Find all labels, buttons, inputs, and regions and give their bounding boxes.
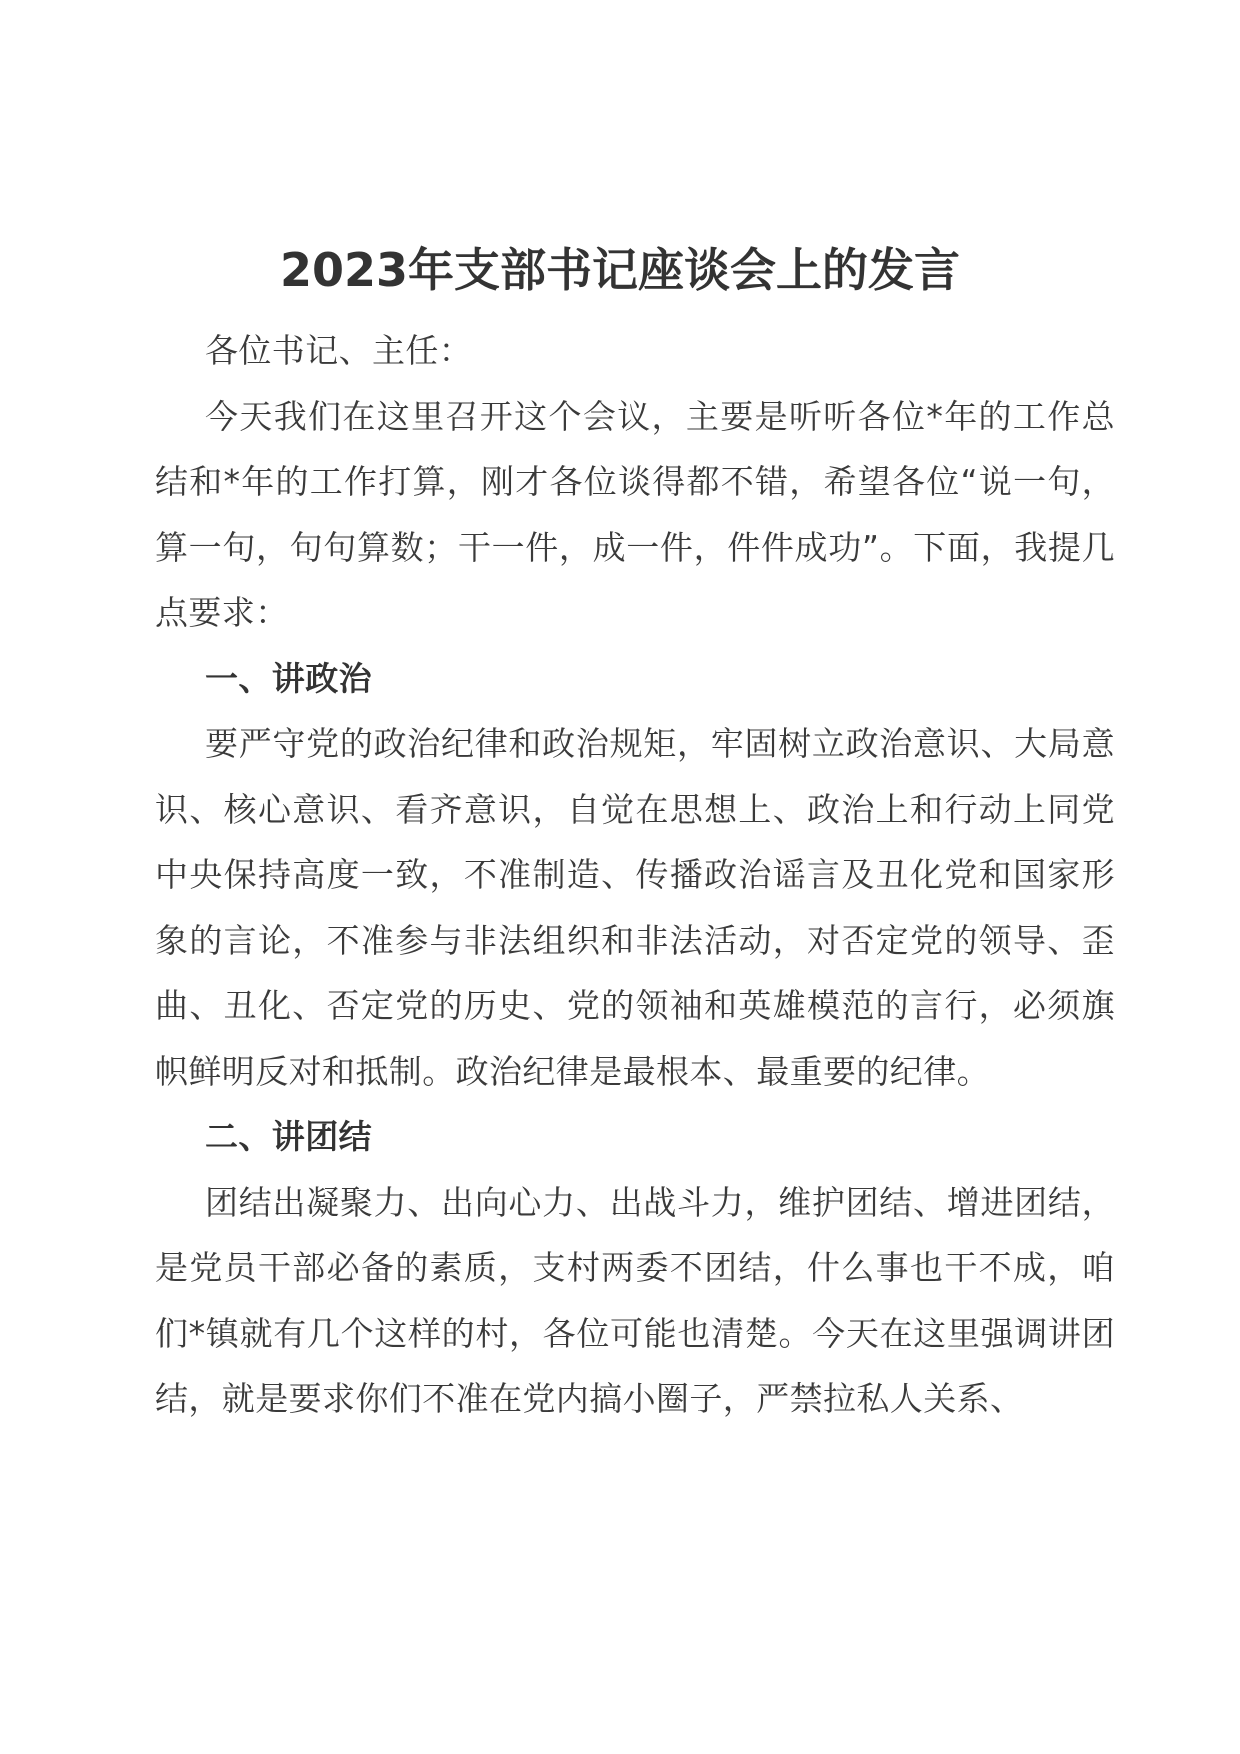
section-body-politics: 要严守党的政治纪律和政治规矩，牢固树立政治意识、大局意识、核心意识、看齐意识，自觉在思想上、政治上和行动上同党中央保持高度一致，不准制造、传播政治谣言及丑化党和国家形象的言论，不准参与非法组织和非法活动，对否定党的领导、歪曲、丑化、否定党的历史、党的领袖和英雄模范的言行，必须旗帜鲜明反对和抵制。政治纪律是最根本、最重要的纪律。 — [155, 724, 1115, 1091]
section-heading-politics: 一、讲政治 — [205, 658, 372, 698]
section-heading-unity: 二、讲团结 — [205, 1117, 372, 1156]
section-body-unity: 团结出凝聚力、出向心力、出战斗力，维护团结、增进团结，是党员干部必备的素质，支村两委不团结，什么事也干不成，咱们*镇就有几个这样的村，各位可能也清楚。今天在这里强调讲团结，就是要求你们不准在党内搞小圈子，严禁拉私人关系、 — [155, 1182, 1115, 1418]
document-body — [155, 318, 1115, 1432]
document-title: 2023年支部书记座谈会上的发言 — [279, 243, 961, 297]
salutation: 各位书记、主任： — [205, 331, 473, 370]
intro-paragraph: 今天我们在这里召开这个会议，主要是听听各位*年的工作总结和*年的工作打算，刚才各位谈得都不错，希望各位“说一句，算一句，句句算数；干一件，成一件，件件成功”。下面，我提几点要求： — [155, 396, 1115, 632]
